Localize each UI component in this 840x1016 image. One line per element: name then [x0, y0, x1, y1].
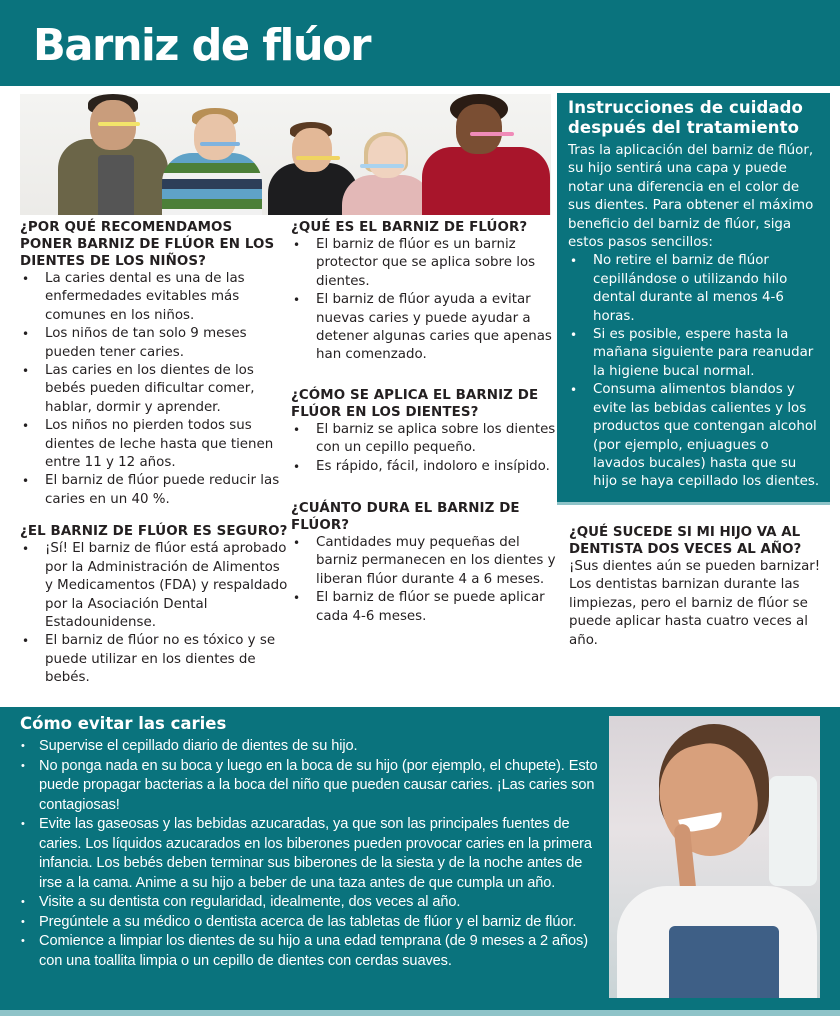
- list-item: • Los niños de tan solo 9 meses pueden tener caries.: [20, 325, 288, 362]
- list-item: • Visite a su dentista con regularidad, idealmente, dos veces al año.: [20, 893, 600, 913]
- safe-list: [20, 540, 288, 687]
- safe-section: [20, 523, 288, 687]
- how-section: [291, 387, 556, 476]
- list-item: • Si es posible, espere hasta la mañana siguiente para reanudar la higiene bucal normal.: [568, 326, 820, 381]
- list-item: • ¡Sí! El barniz de flúor está aprobado por la Administración de Alimentos y Medicamentos (FDA) y respaldado por la Asociación Dental Estadounidense.: [20, 540, 288, 632]
- girl-overalls: [669, 926, 779, 998]
- twice-heading: ¿QUÉ SUCEDE SI MI HIJO VA AL DENTISTA DOS VECES AL AÑO?: [569, 525, 802, 557]
- middle-column: [291, 219, 556, 640]
- aftercare-heading: Instrucciones de cuidado después del tratamiento: [568, 98, 803, 137]
- aftercare-list: [568, 252, 820, 491]
- list-item: • Comience a limpiar los dientes de su hijo a una edad temprana (de 9 meses a 2 años) con una toallita limpia o un cepillo de dientes con cerdas suaves.: [20, 932, 600, 971]
- prevent-list: [20, 737, 600, 971]
- twice-a-year-section: [569, 524, 831, 650]
- list-item: • El barniz de flúor no es tóxico y se puede utilizar en los dientes de bebés.: [20, 632, 288, 687]
- page-title: Barniz de flúor: [33, 20, 371, 71]
- what-heading: ¿QUÉ ES EL BARNIZ DE FLÚOR?: [291, 220, 528, 235]
- duration-list: [291, 534, 556, 626]
- photo-background-sink: [769, 776, 817, 886]
- child-figure: [162, 94, 262, 215]
- list-item: • Consuma alimentos blandos y evite las bebidas calientes y los productos que contengan alcohol (por ejemplo, enjuagues o lavados bucales) hasta que su hijo se haya cepillado los dientes.: [568, 381, 820, 491]
- how-heading: ¿CÓMO SE APLICA EL BARNIZ DE FLÚOR EN LOS DIENTES?: [291, 387, 539, 420]
- list-item: • El barniz se aplica sobre los dientes con un cepillo pequeño.: [291, 421, 556, 458]
- list-item: • Los niños no pierden todos sus dientes de leche hasta que tienen entre 11 y 12 años.: [20, 417, 288, 472]
- list-item: • Evite las gaseosas y las bebidas azucaradas, ya que son las principales fuentes de caries. Los líquidos azucarados en los biberones pueden provocar caries en la primera infancia. Los bebés deben terminar sus biberones de la siesta y de la noche antes de irse a la cama. Anime a su hijo a beber de una taza antes de que cumpla un año.: [20, 815, 600, 893]
- why-heading: ¿POR QUÉ RECOMENDAMOS PONER BARNIZ DE FLÚOR EN LOS DIENTES DE LOS NIÑOS?: [20, 220, 275, 269]
- list-item: • Pregúntele a su médico o dentista acerca de las tabletas de flúor y el barniz de flúor.: [20, 913, 600, 933]
- list-item: • Es rápido, fácil, indoloro e insípido.: [291, 458, 556, 476]
- left-column: [20, 219, 288, 702]
- what-section: [291, 219, 556, 365]
- children-brushing-photo: [20, 94, 551, 215]
- aftercare-box: [557, 93, 830, 505]
- list-item: • El barniz de flúor se puede aplicar cada 4-6 meses.: [291, 589, 556, 626]
- why-list: [20, 270, 288, 509]
- child-figure: [422, 94, 550, 215]
- list-item: • El barniz de flúor ayuda a evitar nuevas caries y puede ayudar a detener algunas caries que apenas han comenzado.: [291, 291, 556, 365]
- aftercare-intro: Tras la aplicación del barniz de flúor, su hijo sentirá una capa y puede notar una diferencia en el color de sus dientes. Para obtener el máximo beneficio del barniz de flúor, siga estos pasos sencillos:: [568, 143, 814, 251]
- list-item: • No retire el barniz de flúor cepillándose o utilizando hilo dental durante al menos 4-6 horas.: [568, 252, 820, 326]
- list-item: • El barniz de flúor puede reducir las caries en un 40 %.: [20, 472, 288, 509]
- child-figure: [58, 94, 168, 215]
- duration-heading: ¿CUÁNTO DURA EL BARNIZ DE FLÚOR?: [291, 501, 520, 534]
- page-header: [0, 0, 840, 86]
- list-item: • Supervise el cepillado diario de dientes de su hijo.: [20, 737, 600, 757]
- prevent-heading: Cómo evitar las caries: [20, 714, 227, 733]
- why-section: [20, 219, 288, 509]
- list-item: • El barniz de flúor es un barniz protector que se aplica sobre los dientes.: [291, 236, 556, 291]
- child-figure: [342, 94, 432, 215]
- girl-smiling-photo: [609, 716, 820, 998]
- list-item: • No ponga nada en su boca y luego en la boca de su hijo (por ejemplo, el chupete). Esto puede propagar bacterias a la boca del niño que pueden causar caries. ¡Las caries son contagiosas!: [20, 757, 600, 816]
- list-item: • Las caries en los dientes de los bebés pueden dificultar comer, hablar, dormir y aprender.: [20, 362, 288, 417]
- twice-body: ¡Sus dientes aún se pueden barnizar! Los dentistas barnizan durante las limpiezas, pero el barniz de flúor se puede aplicar hasta cuatro veces al año.: [569, 559, 821, 648]
- what-list: [291, 236, 556, 365]
- how-list: [291, 421, 556, 476]
- footer-divider: [0, 1010, 840, 1016]
- duration-section: [291, 500, 556, 626]
- safe-heading: ¿EL BARNIZ DE FLÚOR ES SEGURO?: [20, 524, 288, 540]
- list-item: • Cantidades muy pequeñas del barniz permanecen en los dientes y liberan flúor durante 4 a 6 meses.: [291, 534, 556, 589]
- list-item: • La caries dental es una de las enfermedades evitables más comunes en los niños.: [20, 270, 288, 325]
